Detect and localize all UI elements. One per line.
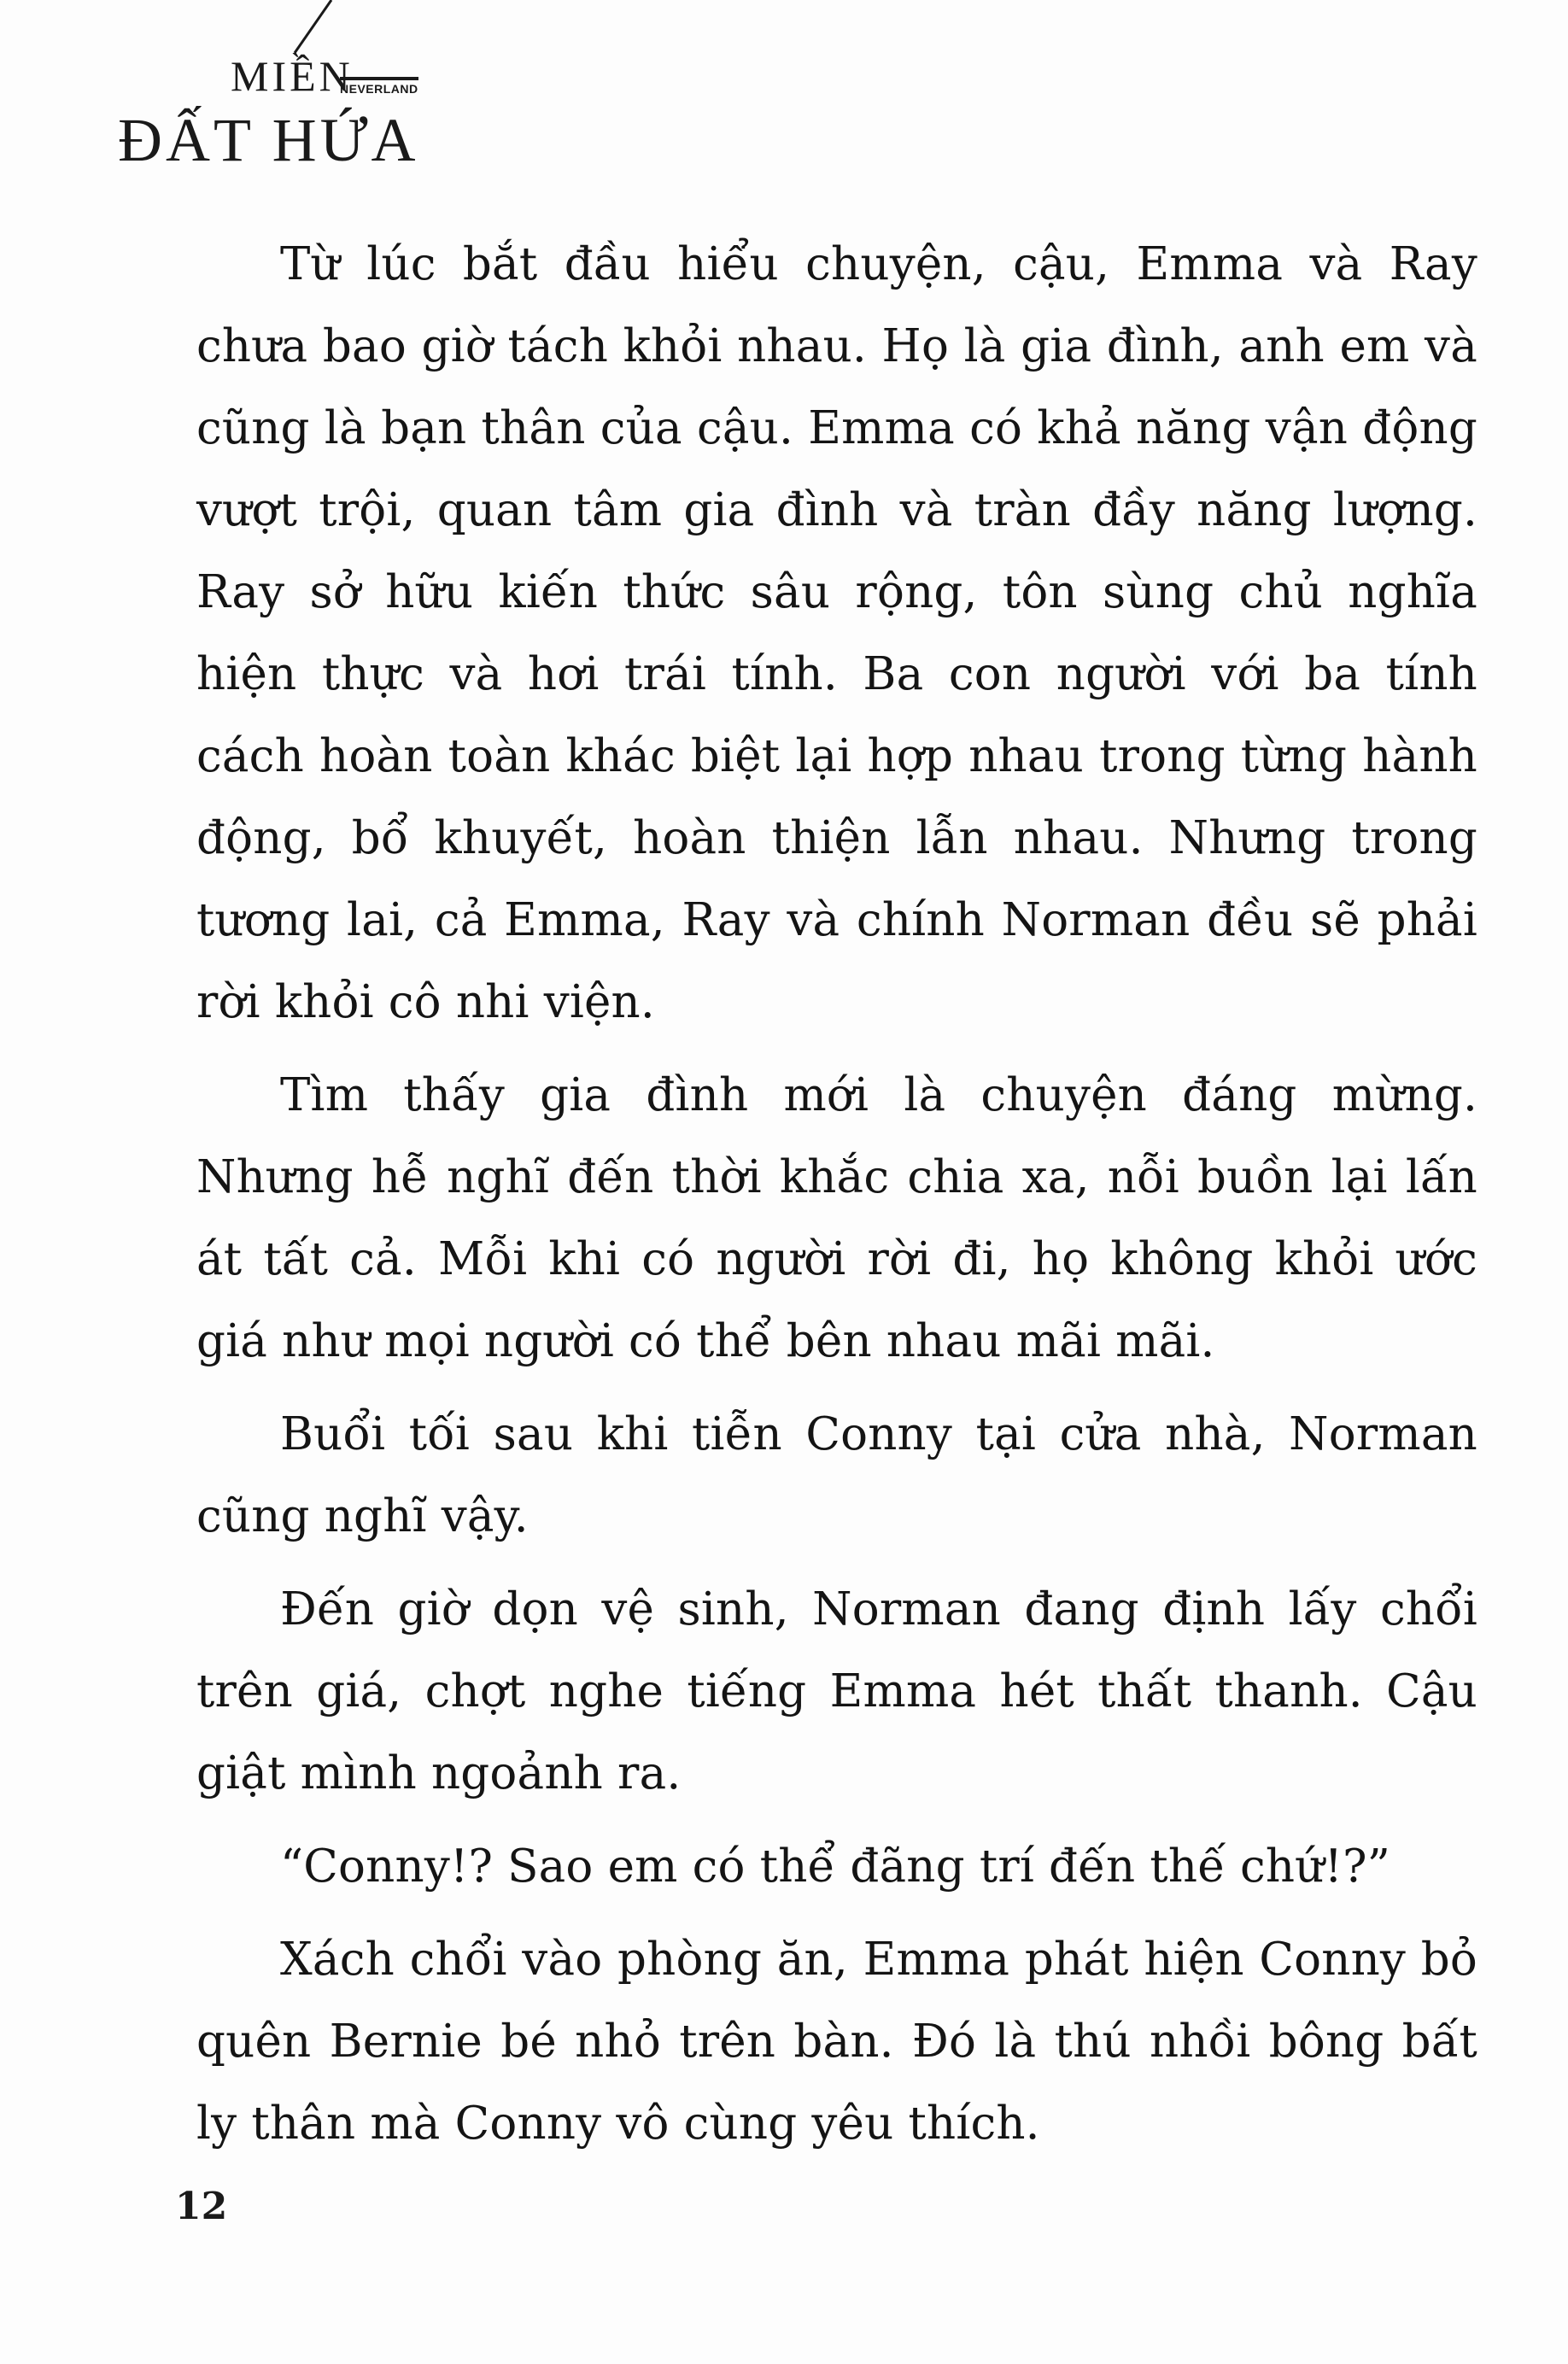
paragraph-3: Buổi tối sau khi tiễn Conny tại cửa nhà, Norman cũng nghĩ vậy. xyxy=(196,1408,1477,1542)
paragraph-4: Đến giờ dọn vệ sinh, Norman đang định lấy chổi trên giá, chợt nghe tiếng Emma hét thất thanh. Cậu giật mình ngoảnh ra. xyxy=(196,1583,1477,1799)
paragraph-5: “Conny!? Sao em có thể đãng trí đến thế chứ!?” xyxy=(280,1840,1391,1893)
body-text xyxy=(196,224,1477,2165)
logo-subtitle: NEVERLAND xyxy=(340,77,418,96)
book-series-logo xyxy=(111,0,470,179)
paragraph-6: Xách chổi vào phòng ăn, Emma phát hiện Conny bỏ quên Bernie bé nhỏ trên bàn. Đó là thú nhồi bông bất ly thân mà Conny vô cùng yêu thích. xyxy=(196,1934,1477,2150)
paragraph-2: Tìm thấy gia đình mới là chuyện đáng mừng. Nhưng hễ nghĩ đến thời khắc chia xa, nỗi buồn lại lấn át tất cả. Mỗi khi có người rời đi, họ không khỏi ước giá như mọi người có thể bên nhau mãi mãi. xyxy=(196,1069,1477,1367)
paragraph-1: Từ lúc bắt đầu hiểu chuyện, cậu, Emma và Ray chưa bao giờ tách khỏi nhau. Họ là gia đình, anh em và cũng là bạn thân của cậu. Emma có khả năng vận động vượt trội, quan tâm gia đình và tràn đầy năng lượng. Ray sở hữu kiến thức sâu rộng, tôn sùng chủ nghĩa hiện thực và hơi trái tính. Ba con người với ba tính cách hoàn toàn khác biệt lại hợp nhau trong từng hành động, bổ khuyết, hoàn thiện lẫn nhau. Nhưng trong tương lai, cả Emma, Ray và chính Norman đều sẽ phải rời khỏi cô nhi viện. xyxy=(196,238,1477,1028)
page-number: 12 xyxy=(175,2185,228,2228)
logo-title-top: MIỀN xyxy=(231,52,354,100)
logo-title-bottom: ĐẤT HỨA xyxy=(118,106,419,174)
